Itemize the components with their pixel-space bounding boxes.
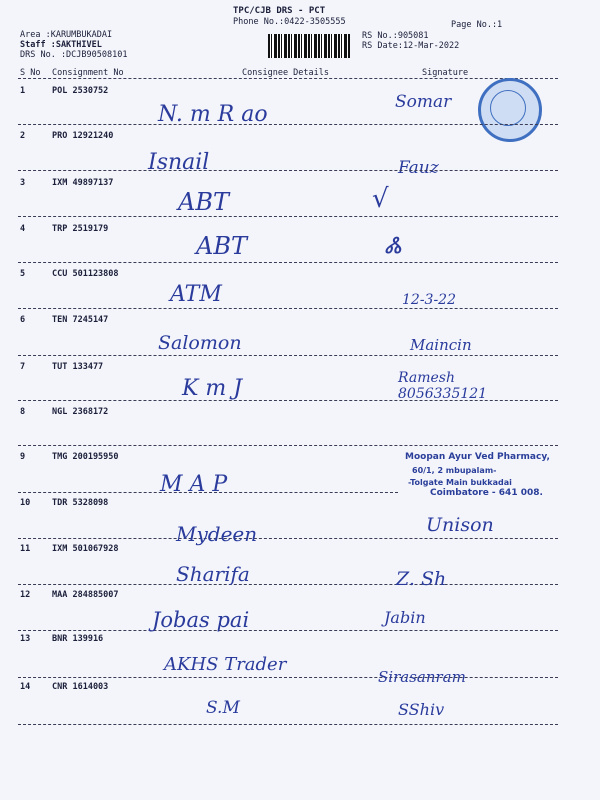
row-divider bbox=[18, 677, 558, 678]
phone-number: Phone No.:0422-3505555 bbox=[233, 17, 346, 27]
receiver-signature: Ramesh 8056335121 bbox=[398, 370, 488, 402]
col-consignment: Consignment No bbox=[52, 68, 124, 78]
row-divider bbox=[18, 630, 558, 631]
row-divider bbox=[18, 445, 558, 446]
page-number: Page No.:1 bbox=[451, 20, 503, 30]
pharmacy-stamp-line1: Moopan Ayur Ved Pharmacy, bbox=[405, 452, 550, 462]
row-divider bbox=[18, 262, 558, 263]
receiver-signature: Jabin bbox=[384, 608, 426, 627]
receiver-signature: Maincin bbox=[410, 336, 472, 354]
col-signature: Signature bbox=[422, 68, 469, 78]
row-sno: 14 bbox=[20, 682, 31, 692]
row-consignment: PRO 12921240 bbox=[52, 131, 114, 141]
row-sno: 4 bbox=[20, 224, 26, 234]
row-divider bbox=[18, 355, 558, 356]
row-divider bbox=[18, 400, 558, 401]
row-divider bbox=[18, 584, 558, 585]
consignee-signature-2: S.M bbox=[206, 698, 240, 718]
consignee-signature: ABT bbox=[196, 232, 247, 260]
receiver-signature-2: SShiv bbox=[398, 700, 445, 719]
row-divider bbox=[18, 308, 558, 309]
row-sno: 1 bbox=[20, 86, 26, 96]
drs-number: DRS No. :DCJB90508101 bbox=[20, 50, 128, 60]
consignee-signature: AKHS Trader bbox=[164, 654, 287, 675]
pharmacy-stamp-line4: Coimbatore - 641 008. bbox=[430, 488, 543, 498]
row-sno: 8 bbox=[20, 407, 26, 417]
header-divider bbox=[18, 78, 558, 79]
consignee-signature: ATM bbox=[170, 282, 222, 307]
consignee-signature: K m J bbox=[182, 376, 243, 401]
row-consignment: IXM 49897137 bbox=[52, 178, 114, 188]
row-sno: 5 bbox=[20, 269, 26, 279]
receiver-signature: Fauz bbox=[398, 158, 439, 178]
consignee-signature: Jobas pai bbox=[152, 608, 250, 632]
receiver-signature: Z. Sh bbox=[396, 568, 447, 590]
row-consignment: POL 2530752 bbox=[52, 86, 109, 96]
row-sno: 7 bbox=[20, 362, 26, 372]
pharmacy-stamp-line2: 60/1, 2 mbupalam- bbox=[412, 466, 497, 475]
rs-number: RS No.:905081 bbox=[362, 31, 429, 41]
pharmacy-stamp-line3: -Tolgate Main bukkadai bbox=[408, 478, 512, 487]
col-consignee: Consignee Details bbox=[242, 68, 329, 78]
indane-stamp bbox=[478, 78, 542, 142]
row-divider bbox=[18, 216, 558, 217]
row-sno: 11 bbox=[20, 544, 31, 554]
row-sno: 13 bbox=[20, 634, 31, 644]
barcode bbox=[268, 34, 350, 58]
row-consignment: TUT 133477 bbox=[52, 362, 104, 372]
consignee-signature: Sharifa bbox=[176, 562, 250, 586]
consignee-signature: Mydeen bbox=[176, 522, 258, 546]
receiver-signature: Sirasanram bbox=[378, 668, 466, 686]
row-sno: 3 bbox=[20, 178, 26, 188]
row-consignment: TRP 2519179 bbox=[52, 224, 109, 234]
row-consignment: NGL 2368172 bbox=[52, 407, 109, 417]
rs-date: RS Date:12-Mar-2022 bbox=[362, 41, 460, 51]
row-sno: 9 bbox=[20, 452, 26, 462]
col-sno: S No bbox=[20, 68, 41, 78]
receiver-signature: √ bbox=[372, 184, 389, 214]
receiver-signature: Unison bbox=[426, 514, 494, 536]
receiver-signature: 12-3-22 bbox=[402, 292, 456, 308]
row-divider bbox=[18, 124, 558, 125]
receiver-signature: Somar bbox=[395, 92, 452, 112]
row-divider bbox=[18, 170, 558, 171]
row-consignment: MAA 284885007 bbox=[52, 590, 119, 600]
row-sno: 6 bbox=[20, 315, 26, 325]
consignee-signature: Salomon bbox=[158, 332, 242, 354]
area-label: Area :KARUMBUKADAI bbox=[20, 30, 113, 40]
row-consignment: TMG 200195950 bbox=[52, 452, 119, 462]
row-sno: 10 bbox=[20, 498, 31, 508]
row-consignment: CCU 501123808 bbox=[52, 269, 119, 279]
receiver-signature: Ꮬ bbox=[385, 234, 402, 259]
row-consignment: IXM 501067928 bbox=[52, 544, 119, 554]
row-divider bbox=[18, 538, 558, 539]
row-sno: 2 bbox=[20, 131, 26, 141]
row-consignment: BNR 139916 bbox=[52, 634, 104, 644]
staff-label: Staff :SAKTHIVEL bbox=[20, 40, 102, 50]
consignee-signature: M A P bbox=[160, 472, 228, 497]
consignee-signature: ABT bbox=[178, 188, 229, 216]
row-divider bbox=[18, 724, 558, 725]
consignee-signature: Isnail bbox=[148, 150, 210, 175]
row-consignment: CNR 1614003 bbox=[52, 682, 109, 692]
report-title: TPC/CJB DRS - PCT bbox=[233, 6, 326, 16]
row-consignment: TEN 7245147 bbox=[52, 315, 109, 325]
consignee-signature: N. m R ao bbox=[158, 102, 268, 127]
row-consignment: TDR 5328098 bbox=[52, 498, 109, 508]
row-sno: 12 bbox=[20, 590, 31, 600]
